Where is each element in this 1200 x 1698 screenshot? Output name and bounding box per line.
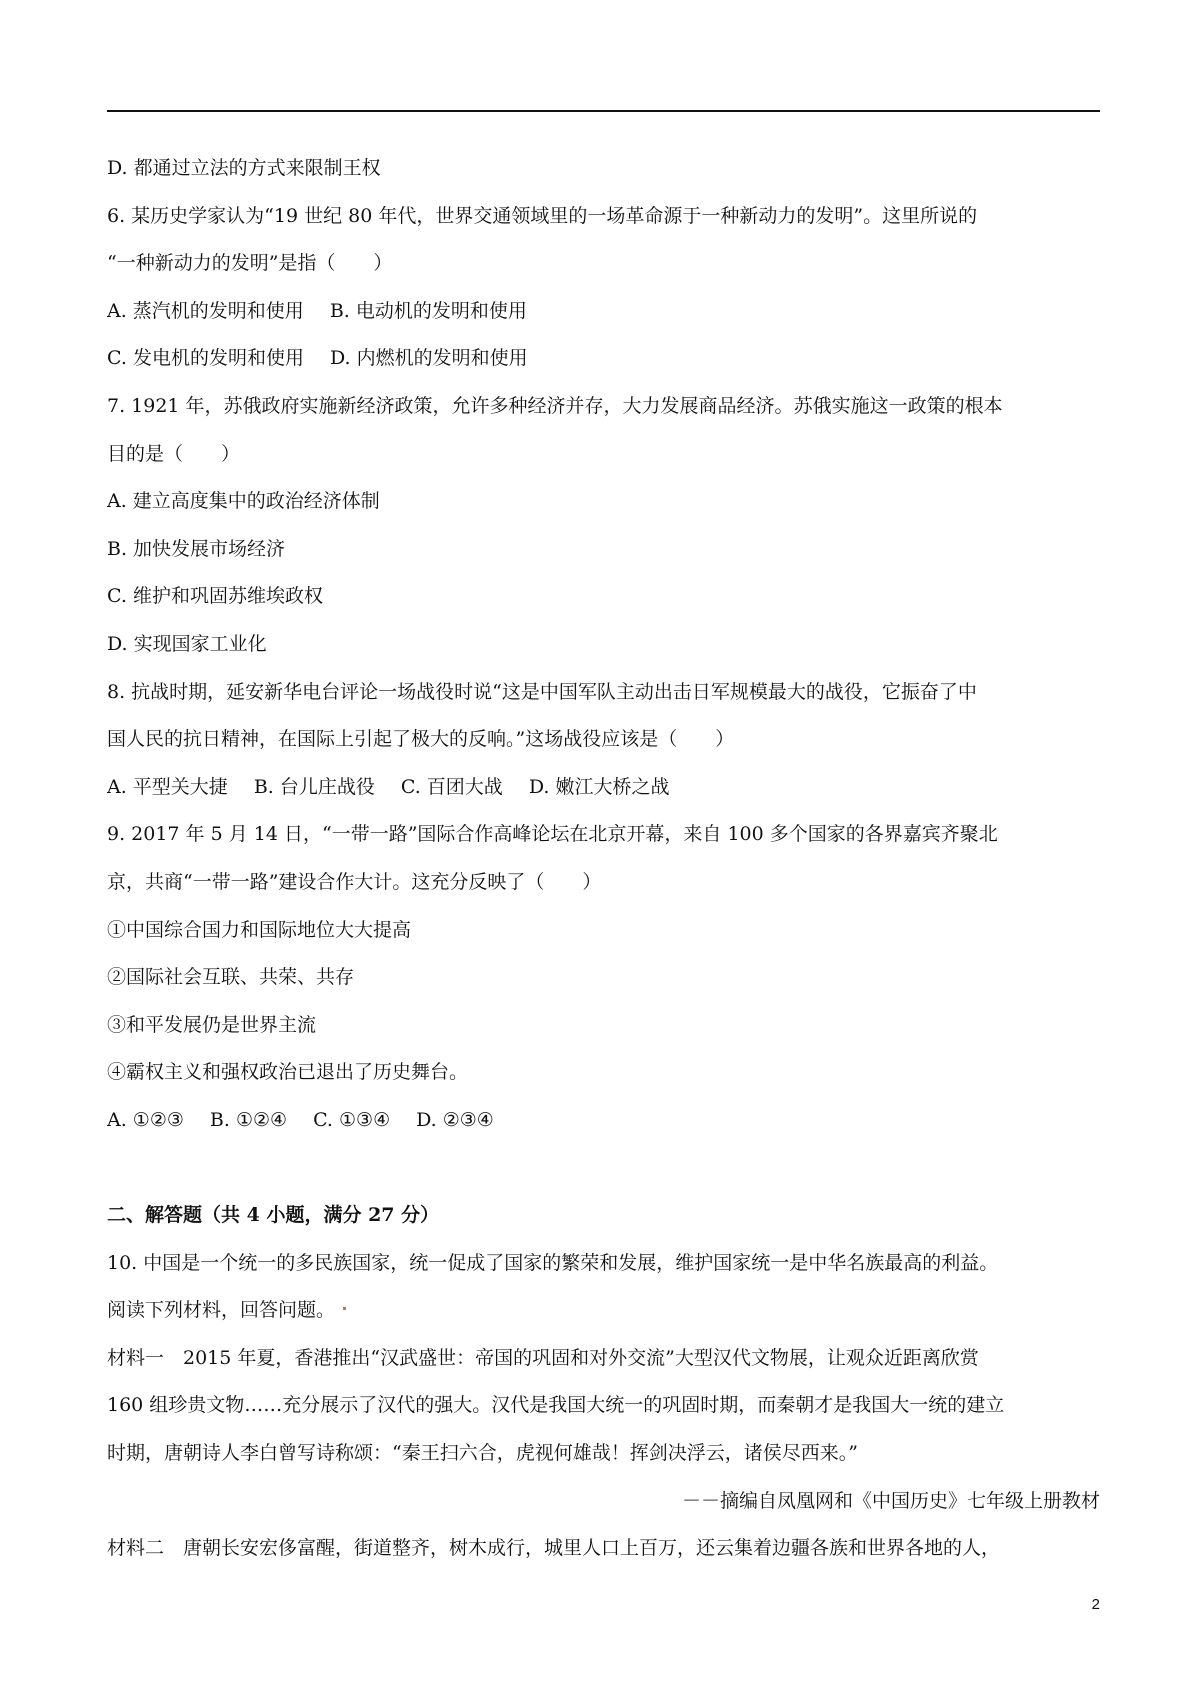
q9-option-a: A. ①②③ (107, 1108, 184, 1131)
stray-dot (343, 1307, 346, 1310)
q9-stem-line-1: 9. 2017 年 5 月 14 日，“一带一路”国际合作高峰论坛在北京开幕，来自 100 多个国家的各界嘉宾齐聚北 (107, 823, 998, 846)
q8-stem-line-2: 国人民的抗日精神，在国际上引起了极大的反响。”这场战役应该是（ ） (107, 728, 735, 751)
q8-option-d: D. 嫩江大桥之战 (528, 775, 670, 798)
q6-option-a: A. 蒸汽机的发明和使用 (107, 299, 304, 322)
material-2-line-1: 材料二 唐朝长安宏侈富醒，街道整齐，树木成行，城里人口上百万，还云集着边疆各族和世界各地的人， (107, 1537, 1001, 1560)
q6-option-c: C. 发电机的发明和使用 (107, 347, 304, 370)
q10-stem-line-2: 阅读下列材料，回答问题。 (107, 1287, 1100, 1335)
q9-option-c: C. ①③④ (313, 1108, 391, 1131)
q7-stem-line-1: 7. 1921 年，苏俄政府实施新经济政策，允许多种经济并存，大力发展商品经济。苏俄实施这一政策的根本 (107, 394, 1003, 417)
material-1-source: －－摘编自凤凰网和《中国历史》七年级上册教材 (681, 1489, 1100, 1512)
header-rule (107, 110, 1100, 112)
q6-stem-line-1: 6. 某历史学家认为“19 世纪 80 年代，世界交通领域里的一场革命源于一种新动力的发明”。这里所说的 (107, 204, 978, 227)
q8-options (107, 764, 1100, 812)
q9-option-b: B. ①②④ (209, 1108, 288, 1131)
q6-options-row-1 (107, 288, 1100, 336)
section-gap (107, 1144, 1100, 1192)
q9-statement-2: ②国际社会互联、共荣、共存 (107, 966, 355, 989)
q6-option-d: D. 内燃机的发明和使用 (329, 347, 528, 370)
q9-statement-3: ③和平发展仍是世界主流 (107, 1013, 317, 1036)
q9-statement-1: ①中国综合国力和国际地位大大提高 (107, 918, 412, 941)
q6-option-b: B. 电动机的发明和使用 (329, 299, 527, 322)
q8-option-c: C. 百团大战 (400, 775, 503, 798)
q7-option-d: D. 实现国家工业化 (107, 632, 267, 655)
q8-stem-line-1: 8. 抗战时期，延安新华电台评论一场战役时说“这是中国军队主动出击日军规模最大的战役，它振奋了中 (107, 680, 977, 703)
q9-option-d: D. ②③④ (416, 1108, 494, 1131)
q9-options (107, 1097, 1100, 1145)
material-1-line-3: 时期，唐朝诗人李白曾写诗称颂：“秦王扫六合，虎视何雄哉！挥剑决浮云，诸侯尽西来。” (107, 1442, 858, 1465)
q9-stem-line-2: 京，共商“一带一路”建设合作大计。这充分反映了（ ） (107, 870, 602, 893)
page-content (107, 145, 1100, 1573)
material-1-line-1: 材料一 2015 年夏，香港推出“汉武盛世：帝国的巩固和对外交流”大型汉代文物展，让观众近距离欣赏 (107, 1346, 979, 1369)
q9-statement-4: ④霸权主义和强权政治已退出了历史舞台。 (107, 1061, 469, 1084)
q7-option-a: A. 建立高度集中的政治经济体制 (107, 490, 380, 513)
q7-stem-line-2: 目的是（ ） (107, 442, 241, 465)
q6-stem-line-2: “一种新动力的发明”是指（ ） (107, 252, 393, 275)
q10-stem-line-1: 10. 中国是一个统一的多民族国家，统一促成了国家的繁荣和发展，维护国家统一是中华名族最高的利益。 (107, 1251, 999, 1274)
q8-option-a: A. 平型关大捷 (107, 775, 228, 798)
q6-options-row-2 (107, 335, 1100, 383)
section-heading: 二、解答题（共 4 小题，满分 27 分） (107, 1204, 440, 1227)
q7-option-c: C. 维护和巩固苏维埃政权 (107, 585, 323, 608)
material-1-line-2: 160 组珍贵文物……充分展示了汉代的强大。汉代是我国大统一的巩固时期，而秦朝才是我国大一统的建立 (107, 1394, 1005, 1417)
page-number: 2 (1091, 1596, 1100, 1613)
q5-option-d: D. 都通过立法的方式来限制王权 (107, 157, 381, 179)
q8-option-b: B. 台儿庄战役 (253, 775, 375, 798)
q7-option-b: B. 加快发展市场经济 (107, 537, 286, 560)
